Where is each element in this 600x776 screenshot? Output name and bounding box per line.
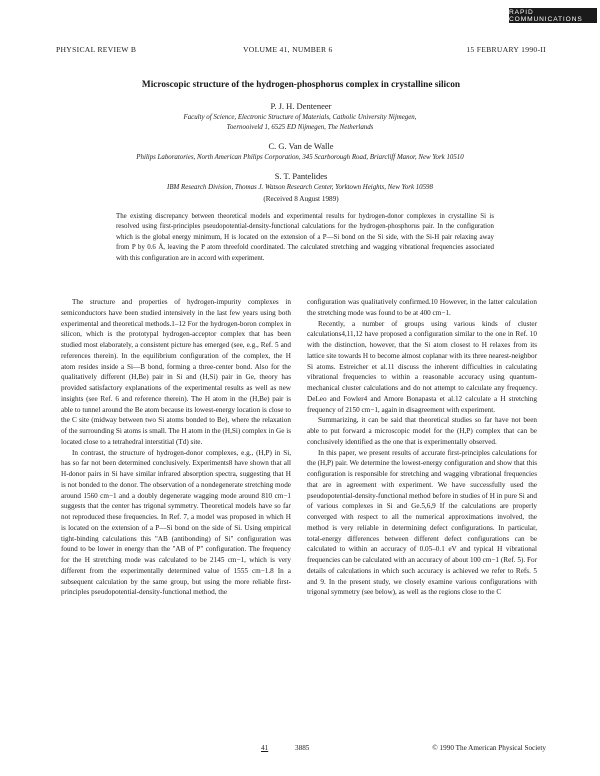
paragraph: Recently, a number of groups using various kinds of cluster calculations4,11,12 have proposed a configuration similar to the one in Ref. 10 with the distinction, however, that the Si atom closest to H relaxes from its lattice site towards H to become almost coplanar with its three nearest-neighbor Si atoms. Estreicher et al.11 discuss the inherent difficulties in calculating vibrational frequencies to within a reasonable accuracy using quantum-mechanical cluster calculations and do not attempt to calculate any frequency. DeLeo and Fowler4 and Amore Bonapasta et al.12 calculate a H stretching frequency of 2150 cm−1, again in disagreement with experiment. [307,319,537,414]
volume-number: VOLUME 41, NUMBER 6 [243,45,333,54]
page-number: 3885 [295,744,310,752]
footer-volume: 41 [261,744,269,752]
paragraph: The structure and properties of hydrogen-impurity complexes in semiconductors have been studied intensively in the last few years using both experimental and theoretical methods.1–12 For the hydrogen-boron complex in silicon, which is the prototypal hydrogen-acceptor complex that has been studied most elaborately, a consistent picture has emerged (see, e.g., Ref. 5 and references therein). In the equilibrium configuration of the complex, the H atom resides inside a Si—B bond, forming a three-center bond. Also for the qualitatively different (H,Be) pair in Si and (H,Si) pair in Ge, theory has provided satisfactory explanations of the experimental results as well as new insights (see Ref. 6 and reference therein). The H atom in the (H,Be) pair is able to tunnel around the Be atom because its lowest-energy location is close to the C site (midway between two Si atoms bonded to Be), where the relaxation of the surrounding Si atoms is small. The H atom in the (H,Si) complex in Ge is located close to a tetrahedral interstitial (Td) site. [61,298,291,446]
affiliation-line: Faculty of Science, Electronic Structure of Materials, Catholic University Nijmegen, [183,114,417,121]
author-affiliation [40,113,560,133]
author-name: S. T. Pantelides [274,171,328,181]
affiliation-line: IBM Research Division, Thomas J. Watson Research Center, Yorktown Heights, New York 10598 [167,184,433,191]
paper-title: Microscopic structure of the hydrogen-phosphorus complex in crystalline silicon [141,80,461,90]
running-header [56,45,546,57]
abstract: The existing discrepancy between theoretical models and experimental results for hydrogen-donor complexes in crystalline Si is resolved using first-principles pseudopotential-density-functional calculations for the hydrogen-phosphorus pair. In the configuration which is the global energy minimum, H is located on the extension of a P—Si bond on the Si side, with the Si-H pair relaxing away from P by 0.6 Å, leaving the P atom threefold coordinated. The calculated stretching and wagging vibrational frequencies associated with this configuration are in accord with experiment. [116,213,494,262]
paragraph: In this paper, we present results of accurate first-principles calculations for the (H,P) pair. We determine the lowest-energy configuration and show that this configuration is responsible for stretching and wagging vibrational frequencies that are in agreement with experiment. We have successfully used the pseudopotential-density-functional method before in studies of H in pure Si and of various complexes in Si and Ge.5,6,9 If the calculations are properly converged with respect to all the numerical approximations involved, the method is very reliable in determining defect configurations. In particular, total-energy differences between different defect configurations can be calculated to within an accuracy of 0.05–0.1 eV and typical H vibrational frequencies can be calculated with an accuracy of about 100 cm−1 (Ref. 5). For details of calculations in which such accuracy is achieved we refer to Refs. 5 and 9. In the present study, we closely examine various configurations with trigonal symmetry (see below), as well as the regions close to the C [307,448,537,597]
affiliation-line: Philips Laboratories, North American Philips Corporation, 345 Scarborough Road, Briarcliff Manor, New York 10510 [136,154,464,161]
received-date: (Received 8 August 1989) [263,195,339,203]
issue-date: 15 FEBRUARY 1990-II [466,45,546,54]
paragraph: In contrast, the structure of hydrogen-donor complexes, e.g., (H,P) in Si, has so far not been determined conclusively. Experiments8 have shown that all H-donor pairs in Si have similar infrared absorption spectra, suggesting that H is not bonded to the donor. The observation of a nondegenerate stretching mode around 1560 cm−1 and a doubly degenerate wagging mode around 810 cm−1 suggests that the center has trigonal symmetry. Theoretical models have so far not reproduced these frequencies. In Ref. 7, a model was proposed in which H is located on the extension of a P—Si bond on the side of Si. Using empirical tight-binding calculations this "AB (antibonding) of Si" configuration was found to be lower in energy than the "AB of P" configuration. The frequency for the H stretching mode was calculated to be 2145 cm−1, which is very different from the experimentally determined value of 1555 cm−1.8 In a subsequent calculation by the same group, but using the more reliable first-principles pseudopotential-density-functional method, the [61,448,291,597]
author-affiliation [40,153,560,163]
paragraph: Summarizing, it can be said that theoretical studies so far have not been able to put forward a microscopic model for the (H,P) complex that can be conclusively identified as the one that is experimentally observed. [307,416,537,446]
journal-name: PHYSICAL REVIEW B [56,45,137,54]
body-column-right [307,297,537,598]
author-name: C. G. Van de Walle [268,141,334,151]
author-name: P. J. H. Denteneer [270,101,332,111]
page-footer [56,744,546,756]
copyright-notice: © 1990 The American Physical Society [432,744,546,752]
affiliation-line: Toernooiveld 1, 6525 ED Nijmegen, The Netherlands [226,124,374,131]
author-affiliation [40,183,560,193]
paragraph: configuration was qualitatively confirmed.10 However, in the latter calculation the stretching mode was found to be at 400 cm−1. [307,298,537,317]
body-column-left [61,297,291,598]
rapid-communications-badge: RAPID COMMUNICATIONS [509,8,597,23]
